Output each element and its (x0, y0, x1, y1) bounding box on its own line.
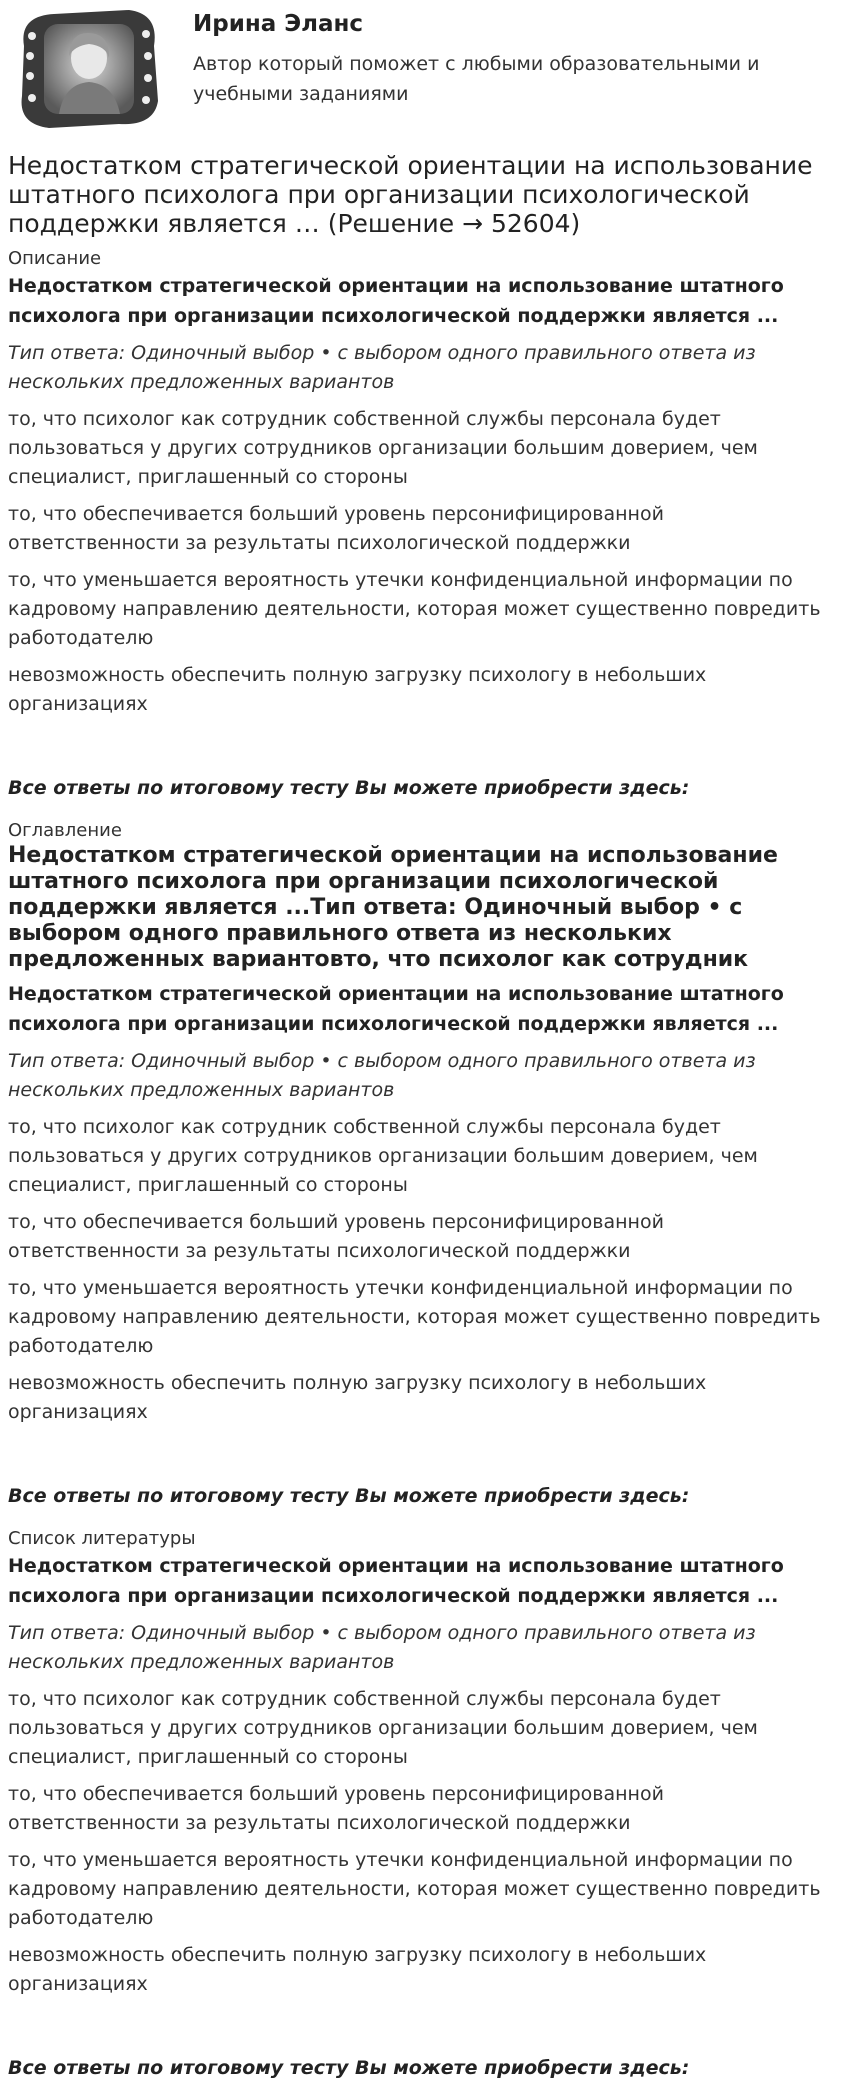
answer-option: невозможность обеспечить полную загрузку психологу в небольших организациях (8, 1372, 707, 1423)
answer-option: то, что уменьшается вероятность утечки конфиденциальной информации по кадровому направлению деятельности, которая может существенно повредить работодателю (8, 1277, 821, 1357)
page-title: Недостатком стратегической ориентации на использование штатного психолога при организации психологической поддержки является … (Решение → 52604) (8, 151, 813, 238)
answer-option: то, что обеспечивается больший уровень персонифицированной ответственности за результаты психологической поддержки (8, 503, 664, 554)
answer-option: то, что обеспечивается больший уровень персонифицированной ответственности за результаты психологической поддержки (8, 1211, 664, 1262)
answer-option: то, что психолог как сотрудник собственной службы персонала будет пользоваться у других сотрудников организации большим доверием, чем специалист, приглашенный со стороны (8, 1116, 758, 1196)
purchase-cta: Все ответы по итоговому тесту Вы можете приобрести здесь: (8, 777, 690, 799)
purchase-cta: Все ответы по итоговому тесту Вы можете приобрести здесь: (8, 1485, 690, 1507)
author-block (8, 0, 841, 150)
references-section (8, 1527, 841, 2083)
toc-section (8, 819, 841, 1511)
author-name: Ирина Эланс (193, 11, 364, 37)
question-title: Недостатком стратегической ориентации на использование штатного психолога при организации психологической поддержки является ... (8, 275, 784, 327)
author-avatar (14, 6, 164, 130)
answer-option: то, что психолог как сотрудник собственной службы персонала будет пользоваться у других сотрудников организации большим доверием, чем специалист, приглашенный со стороны (8, 408, 758, 488)
answer-type: Тип ответа: Одиночный выбор • с выбором одного правильного ответа из нескольких предложенных вариантов (8, 1050, 756, 1101)
answer-type: Тип ответа: Одиночный выбор • с выбором одного правильного ответа из нескольких предложенных вариантов (8, 1622, 756, 1673)
section-label-references: Список литературы (8, 1528, 196, 1549)
description-section (8, 247, 841, 803)
section-label-toc: Оглавление (8, 820, 122, 841)
answer-type: Тип ответа: Одиночный выбор • с выбором одного правильного ответа из нескольких предложенных вариантов (8, 342, 756, 393)
answer-option: невозможность обеспечить полную загрузку психологу в небольших организациях (8, 1944, 707, 1995)
answer-option: то, что психолог как сотрудник собственной службы персонала будет пользоваться у других сотрудников организации большим доверием, чем специалист, приглашенный со стороны (8, 1688, 758, 1768)
author-description: Автор который поможет с любыми образовательными и учебными заданиями (193, 53, 760, 105)
answer-option: то, что уменьшается вероятность утечки конфиденциальной информации по кадровому направлению деятельности, которая может существенно повредить работодателю (8, 1849, 821, 1929)
question-title: Недостатком стратегической ориентации на использование штатного психолога при организации психологической поддержки является ... (8, 1555, 784, 1607)
section-label-description: Описание (8, 248, 102, 269)
answer-option: то, что обеспечивается больший уровень персонифицированной ответственности за результаты психологической поддержки (8, 1783, 664, 1834)
question-title: Недостатком стратегической ориентации на использование штатного психолога при организации психологической поддержки является ... (8, 983, 784, 1035)
answer-option: невозможность обеспечить полную загрузку психологу в небольших организациях (8, 664, 707, 715)
toc-title: Недостатком стратегической ориентации на использование штатного психолога при организации психологической поддержки является ...Тип ответа: Одиночный выбор • с выбором одного правильного ответа из нескольких предложенных вариантовто, что психолог как сотрудник (8, 843, 778, 972)
purchase-cta: Все ответы по итоговому тесту Вы можете приобрести здесь: (8, 2057, 690, 2079)
answer-option: то, что уменьшается вероятность утечки конфиденциальной информации по кадровому направлению деятельности, которая может существенно повредить работодателю (8, 569, 821, 649)
